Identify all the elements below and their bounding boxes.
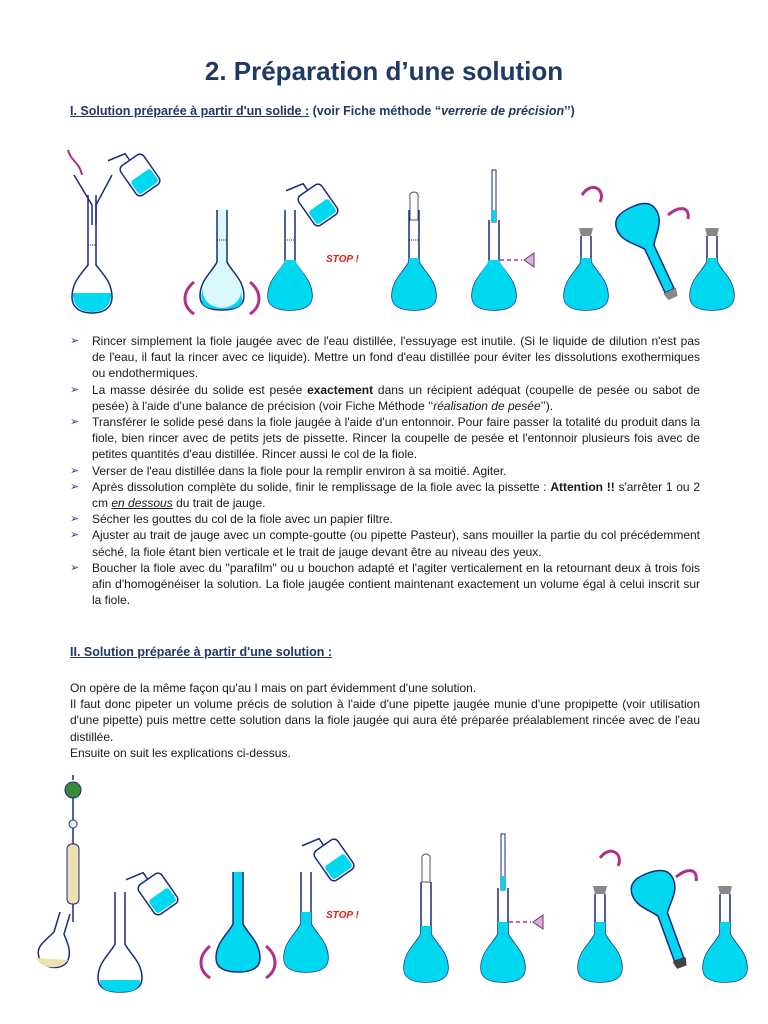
flask-adjust-illustration xyxy=(481,834,543,982)
flask-final-illustration xyxy=(703,886,747,982)
paragraph: Il faut donc pipeter un volume précis de solution à l'aide d'une pipette jaugée munie d'une propipette (voir utilisation d'une pipette) puis mettre cette solution dans la fiole jaugée qui aura été préparée préalablement rincée avec de l'eau distillée. xyxy=(70,697,700,744)
flask-funnel-illustration xyxy=(68,150,112,313)
section2-body xyxy=(70,680,700,761)
flask-final-illustration xyxy=(690,228,734,310)
procedure-figure-solid xyxy=(0,135,768,325)
wash-bottle-icon xyxy=(302,827,356,885)
procedure-figure-solution xyxy=(0,772,768,1022)
list-item: ➢ Ajuster au trait de jauge avec un compte-goutte (ou pipette Pasteur), sans mouiller la partie du col précédemment séché, la fiole étant bien verticale et le trait de jauge devant être au niveau des yeux. xyxy=(70,527,700,559)
stop-label: STOP ! xyxy=(326,254,359,265)
flask-adjust-illustration xyxy=(472,170,534,310)
flask-swirl-illustration xyxy=(201,872,275,978)
list-item: ➢ Verser de l'eau distillée dans la fiole pour la remplir environ à sa moitié. Agiter. xyxy=(70,463,700,479)
list-item: ➢ La masse désirée du solide est pesée exactement dans un récipient adéquat (coupelle de pesée ou sabot de pesée) à l'aide d'une balance de précision (voir Fiche Méthode ‘‘réalisation de pesée’’). xyxy=(70,382,700,414)
flask-inverted-illustration xyxy=(627,866,703,975)
list-item: ➢ Sécher les gouttes du col de la fiole avec un papier filtre. xyxy=(70,511,700,527)
flask-inverted-illustration xyxy=(611,198,693,307)
flask-dry-neck-illustration xyxy=(404,854,448,982)
section1-heading-line xyxy=(70,104,575,118)
section1-heading: I. Solution préparée à partir d'un solide : xyxy=(70,104,310,118)
section2-heading: II. Solution préparée à partir d'une solution : xyxy=(70,645,333,659)
section2-heading-line xyxy=(70,645,332,659)
list-item: ➢ Boucher la fiole avec du "parafilm" ou u bouchon adapté et l'agiter verticalement en la retournant deux à trois fois afin d'homogénéiser la solution. La fiole jaugée contient maintenant exactement un volume égal à celui inscrit sur la fiole. xyxy=(70,560,700,609)
wash-bottle-icon xyxy=(286,172,340,230)
flask-stoppered-illustration xyxy=(564,187,608,310)
section1-note-italic: verrerie de précision xyxy=(441,104,565,118)
list-item: ➢ Après dissolution complète du solide, finir le remplissage de la fiole avec la pissette : Attention !! s'arrêter 1 ou 2 cm en dessous du trait de jauge. xyxy=(70,479,700,511)
flask-dry-neck-illustration xyxy=(392,192,436,310)
wash-bottle-icon xyxy=(108,142,162,200)
procedure-steps xyxy=(70,333,700,608)
flask-half-filled-illustration xyxy=(268,210,312,310)
paragraph: On opère de la même façon qu'au I mais on part évidemment d'une solution. xyxy=(70,681,477,695)
paragraph: Ensuite on suit les explications ci-dessus. xyxy=(70,745,291,760)
flask-swirl-illustration xyxy=(185,210,259,314)
wash-bottle-icon xyxy=(126,861,180,919)
stop-label: STOP ! xyxy=(326,910,359,921)
section1-note-suffix: ’’) xyxy=(564,104,575,118)
flask-empty-illustration xyxy=(98,892,142,992)
pipette-propipette-illustration xyxy=(36,775,81,968)
eye-icon xyxy=(524,253,534,267)
list-item: ➢ Transférer le solide pesé dans la fiole jaugée à l'aide d'un entonnoir. Pour faire passer la totalité du produit dans la fiole, bien rincer avec de petits jets de pissette. Rincer la coupelle de pesée et l'entonnoir plusieurs fois avec de petites quantités d'eau distillée. Rincer aussi le col de la fiole. xyxy=(70,414,700,463)
flask-stoppered-illustration xyxy=(578,851,622,982)
eye-icon xyxy=(533,915,543,929)
page-title: 2. Préparation d’une solution xyxy=(204,56,564,86)
section1-note-prefix: (voir Fiche méthode “ xyxy=(312,104,442,118)
list-item: ➢ Rincer simplement la fiole jaugée avec de l'eau distillée, l'essuyage est inutile. (Si le liquide de dilution n'est pas de l'eau, il faut la rincer avec ce liquide). Mettre un fond d'eau distillée pour éviter les dissolutions exothermiques ou endothermiques. xyxy=(70,333,700,382)
flask-half-filled-illustration xyxy=(284,872,328,972)
